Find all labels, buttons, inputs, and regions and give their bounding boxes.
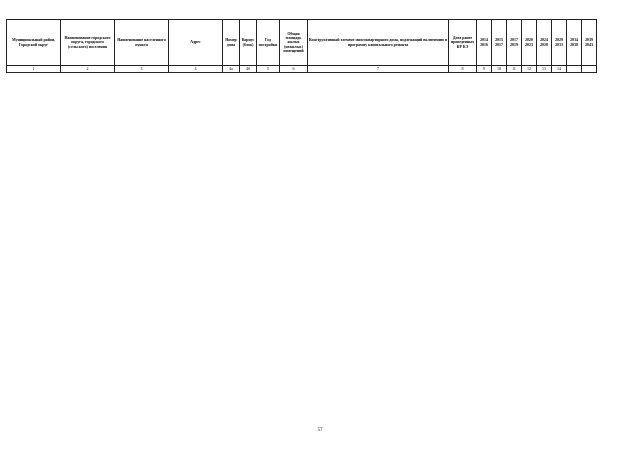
column-number-blank (567, 66, 582, 73)
header-period-1: 2014 2016 (477, 20, 492, 66)
header-period-4: 2020 2023 (522, 20, 537, 66)
header-address: Адрес (169, 20, 223, 66)
header-municipal-district: Муниципальный район, Городской округ (7, 20, 61, 66)
column-number: 10 (492, 66, 507, 73)
column-number: 4a (223, 66, 240, 73)
column-number: 3 (115, 66, 169, 73)
column-number: 2 (61, 66, 115, 73)
header-period-2: 2015 2017 (492, 20, 507, 66)
page-number: 57 (317, 428, 323, 433)
header-building: Корпус (блок) (240, 20, 257, 66)
column-number: 5 (257, 66, 280, 73)
column-number: 6 (280, 66, 308, 73)
header-locality: Наименование населенного пункта (115, 20, 169, 66)
column-number-row (7, 66, 597, 73)
column-number: 1 (7, 66, 61, 73)
column-number: 7 (308, 66, 449, 73)
column-number-blank (582, 66, 597, 73)
column-number: 12 (522, 66, 537, 73)
header-settlement: Наименование городского округа, городского (сельского) поселения (61, 20, 115, 66)
column-number: 13 (537, 66, 552, 73)
header-inclusion-date: Дата ранее проведенных КР КЭ (449, 20, 477, 66)
header-total-area: Общая площадь жилых (нежилых) помещений (280, 20, 308, 66)
header-period-6: 2029 2033 (552, 20, 567, 66)
header-period-5: 2024 2028 (537, 20, 552, 66)
capital-repair-table-sheet (6, 19, 597, 73)
header-house-number: Номер дома (223, 20, 240, 66)
column-number: 4 (169, 66, 223, 73)
header-period-7: 2034 2038 (567, 20, 582, 66)
header-structural-element: Конструктивный элемент многоквартирного дома, подлежащий включению в программу капитального ремонта (308, 20, 449, 66)
column-number: 4б (240, 66, 257, 73)
header-period-3: 2017 2019 (507, 20, 522, 66)
capital-repair-table (6, 19, 597, 73)
header-period-8: 2039 2043 (582, 20, 597, 66)
column-number: 14 (552, 66, 567, 73)
column-number: 9 (477, 66, 492, 73)
table-header (7, 20, 597, 73)
header-year-built: Год постройки (257, 20, 280, 66)
column-number: 8 (449, 66, 477, 73)
column-number: 11 (507, 66, 522, 73)
